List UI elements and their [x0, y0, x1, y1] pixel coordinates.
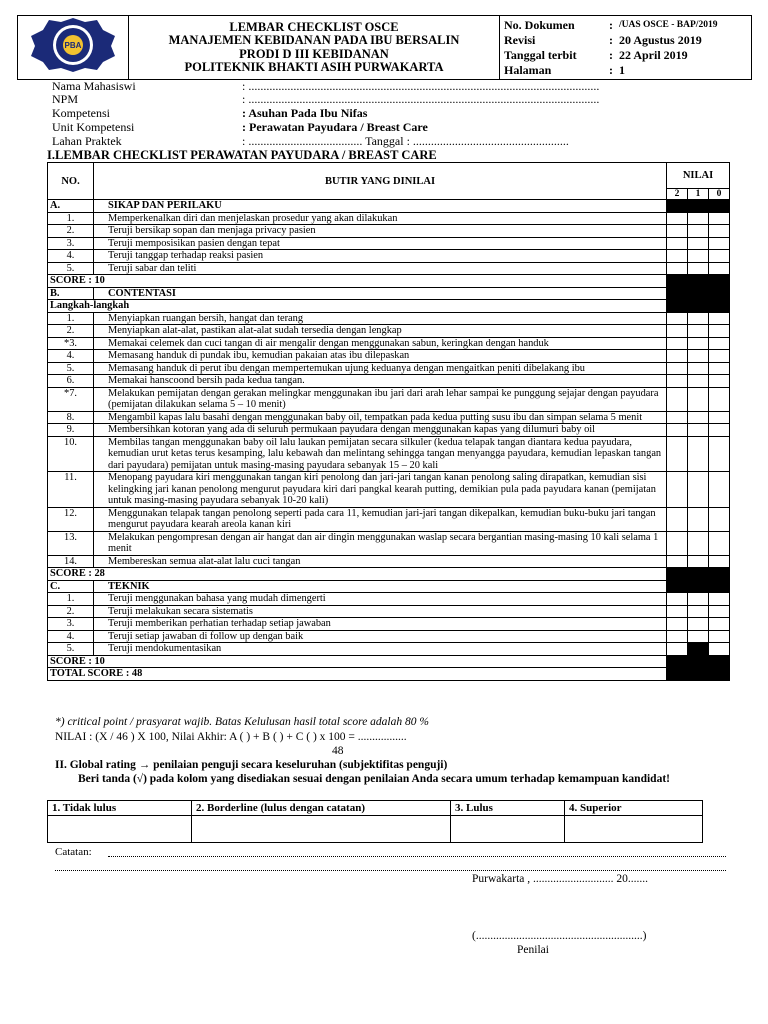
score-checkbox[interactable]	[688, 555, 709, 568]
score-checkbox[interactable]	[667, 424, 688, 437]
notes-line-2[interactable]	[55, 870, 726, 871]
score-checkbox[interactable]	[709, 424, 730, 437]
score-blocked-cell	[667, 580, 688, 593]
score-blocked-cell	[688, 275, 709, 288]
item-text: Teruji melakukan secara sistematis	[94, 605, 667, 618]
section-title: TEKNIK	[94, 580, 667, 593]
score-checkbox[interactable]	[667, 630, 688, 643]
col-item-header: BUTIR YANG DINILAI	[94, 163, 667, 200]
title-line-4: POLITEKNIK BHAKTI ASIH PURWAKARTA	[184, 60, 444, 74]
critical-point-note: *) critical point / prasyarat wajib. Batas Kelulusan hasil total score adalah 80 %	[55, 716, 429, 728]
section-title: CONTENTASI	[94, 287, 667, 300]
score-1-header: 1	[688, 189, 709, 200]
score-checkbox[interactable]	[667, 250, 688, 263]
table-row	[48, 225, 730, 238]
score-blocked-cell	[709, 568, 730, 581]
score-blocked-cell	[709, 200, 730, 213]
score-checkbox[interactable]	[667, 618, 688, 631]
item-no: 2.	[48, 605, 94, 618]
place-date[interactable]: Purwakarta , ............................ 20.......	[472, 873, 648, 885]
col-nilai-header: NILAI	[667, 163, 730, 189]
score-checkbox[interactable]	[688, 237, 709, 250]
notes-line-1[interactable]	[108, 856, 726, 857]
table-row	[48, 507, 730, 531]
item-text: Menggunakan telapak tangan penolong seperti pada cara 11, kemudian jari-jari tangan dikepalkan, kemudian buku-buku jari tangan mengurut payudara kearah areola kanan kiri	[94, 507, 667, 531]
score-checkbox[interactable]	[667, 472, 688, 508]
score-blocked-cell	[667, 568, 688, 581]
score-checkbox[interactable]	[709, 507, 730, 531]
steps-label-row-label: Langkah-langkah	[48, 300, 667, 313]
item-no: 2.	[48, 225, 94, 238]
score-checkbox[interactable]	[688, 337, 709, 350]
item-no: 5.	[48, 362, 94, 375]
score-checkbox[interactable]	[688, 325, 709, 338]
item-no: 9.	[48, 424, 94, 437]
table-row	[48, 436, 730, 472]
student-name-row[interactable]: Nama Mahasiswi : .....................................................................................................................	[52, 79, 600, 93]
item-no: *3.	[48, 337, 94, 350]
score-checkbox[interactable]	[709, 605, 730, 618]
score-c-row	[48, 655, 730, 668]
item-no: 5.	[48, 643, 94, 656]
formula-denominator: 48	[332, 745, 344, 757]
rating-option-borderline: 2. Borderline (lulus dengan catatan)	[192, 801, 451, 816]
document-meta	[500, 16, 752, 80]
rating-check-fail[interactable]	[48, 816, 192, 843]
npm-row[interactable]: NPM : .....................................................................................................................	[52, 92, 600, 106]
score-blocked-cell	[709, 580, 730, 593]
logo-cell	[18, 16, 129, 80]
score-checkbox[interactable]	[667, 507, 688, 531]
score-b-row-label: SCORE : 28	[48, 568, 667, 581]
item-text: Memasang handuk di perut ibu dengan mempertemukan ujung keduanya dengan mengaitkan peniti dibelakang ibu	[94, 362, 667, 375]
item-no: 3.	[48, 618, 94, 631]
item-text: Melakukan pemijatan dengan gerakan melingkar menggunakan ibu jari dari arah lehar sampai ke punggung sejajar dengan payudara (pemijatan dilakukan selama 5 – 10 menit)	[94, 387, 667, 411]
score-checkbox[interactable]	[688, 375, 709, 388]
score-checkbox[interactable]	[667, 362, 688, 375]
score-checkbox[interactable]	[667, 555, 688, 568]
col-no-header: NO.	[48, 163, 94, 200]
item-no: 13.	[48, 531, 94, 555]
score-a-row	[48, 275, 730, 288]
score-checkbox[interactable]	[667, 262, 688, 275]
score-checkbox[interactable]	[709, 237, 730, 250]
score-blocked-cell	[688, 287, 709, 300]
score-checkbox[interactable]	[709, 312, 730, 325]
item-no: 14.	[48, 555, 94, 568]
item-no: 4.	[48, 250, 94, 263]
score-checkbox[interactable]	[688, 350, 709, 363]
rating-option-superior: 4. Superior	[565, 801, 703, 816]
score-checkbox[interactable]	[709, 325, 730, 338]
section-no: A.	[48, 200, 94, 213]
score-checkbox[interactable]	[688, 531, 709, 555]
score-checkbox[interactable]	[667, 375, 688, 388]
score-checkbox[interactable]	[688, 212, 709, 225]
checklist-table	[47, 162, 730, 681]
score-checkbox[interactable]	[688, 225, 709, 238]
score-checkbox[interactable]	[688, 262, 709, 275]
score-checkbox[interactable]	[667, 225, 688, 238]
score-checkbox[interactable]	[688, 387, 709, 411]
item-text: Menyiapkan alat-alat, pastikan alat-alat sudah tersedia dengan lengkap	[94, 325, 667, 338]
score-a-row-label: SCORE : 10	[48, 275, 667, 288]
score-checkbox[interactable]	[709, 350, 730, 363]
item-text: Teruji tanggap terhadap reaksi pasien	[94, 250, 667, 263]
svg-text:PBA: PBA	[64, 41, 82, 50]
item-text: Teruji mendokumentasikan	[94, 643, 667, 656]
global-rating-table	[47, 800, 703, 843]
score-checkbox[interactable]	[709, 593, 730, 606]
competency-row: Kompetensi : Asuhan Pada Ibu Nifas	[52, 106, 368, 120]
score-checkbox[interactable]	[688, 411, 709, 424]
item-text: Mengambil kapas lalu basahi dengan menggunakan baby oil, tempatkan pada kedua putting susu ibu dan simpan selama 5 menit	[94, 411, 667, 424]
score-checkbox[interactable]	[688, 436, 709, 472]
score-blocked-cell	[667, 655, 688, 668]
score-checkbox[interactable]	[667, 643, 688, 656]
table-row	[48, 424, 730, 437]
score-checkbox[interactable]	[667, 605, 688, 618]
title-line-1: LEMBAR CHECKLIST OSCE	[229, 19, 399, 34]
score-checkbox[interactable]	[709, 472, 730, 508]
item-no: 1.	[48, 312, 94, 325]
score-checkbox[interactable]	[667, 312, 688, 325]
score-blocked-cell	[667, 200, 688, 213]
score-checkbox[interactable]	[709, 375, 730, 388]
table-row	[48, 605, 730, 618]
score-checkbox[interactable]	[709, 387, 730, 411]
unit-competency-row: Unit Kompetensi : Perawatan Payudara / Breast Care	[52, 120, 428, 134]
score-checkbox[interactable]	[688, 472, 709, 508]
score-blocked-cell	[709, 300, 730, 313]
score-blocked-cell	[667, 275, 688, 288]
section-2-instruction: Beri tanda (√) pada kolom yang disediakan sesuai dengan penilaian Anda secara umum terhadap kemampuan kandidat!	[78, 773, 670, 785]
section-2-title: II. Global rating → penilaian penguji secara keseluruhan (subjektifitas penguji)	[55, 759, 448, 771]
score-checkbox[interactable]	[667, 531, 688, 555]
signature-line[interactable]: (..........................................................)	[472, 930, 647, 942]
item-no: 4.	[48, 350, 94, 363]
rating-check-pass[interactable]	[451, 816, 565, 843]
item-no: 1.	[48, 593, 94, 606]
score-blocked-cell	[709, 655, 730, 668]
item-text: Melakukan pengompresan dengan air hangat dan air dingin menggunakan waslap secara bergantian masing-masing 10 kali selama 1 menit	[94, 531, 667, 555]
item-text: Menopang payudara kiri menggunakan tangan kiri penolong dan jari-jari tangan kanan penolong saling dirapatkan, kemudian sisi kelingking jari kanan penolong mengurut payudara kiri dari pangkal kearah putting, demikian pula pada payudara kanan (pemijatan untuk masing-masing payudara sebanyak 10-20 kali)	[94, 472, 667, 508]
score-formula: NILAI : (X / 46 ) X 100, Nilai Akhir: A ( ) + B ( ) + C ( ) x 100 = .................	[55, 731, 407, 743]
rating-option-fail: 1. Tidak lulus	[48, 801, 192, 816]
table-row	[48, 350, 730, 363]
section-no: B.	[48, 287, 94, 300]
item-no: 2.	[48, 325, 94, 338]
notes-label: Catatan:	[55, 846, 92, 858]
signer-label: Penilai	[517, 944, 549, 956]
document-title	[129, 16, 500, 80]
score-checkbox[interactable]	[709, 531, 730, 555]
score-checkbox[interactable]	[709, 436, 730, 472]
item-no: 1.	[48, 212, 94, 225]
item-no: 4.	[48, 630, 94, 643]
table-row	[48, 212, 730, 225]
score-checkbox[interactable]	[688, 630, 709, 643]
score-checkbox[interactable]	[709, 643, 730, 656]
item-text: Memasang handuk di pundak ibu, kemudian pakaian atas ibu dilepaskan	[94, 350, 667, 363]
meta-issue-date: Tanggal terbit : 22 April 2019	[504, 47, 688, 62]
item-text: Memakai celemek dan cuci tangan di air mengalir dengan menggunakan sabun, keringkan dengan handuk	[94, 337, 667, 350]
score-checkbox[interactable]	[709, 262, 730, 275]
score-checkbox[interactable]	[688, 424, 709, 437]
score-checkbox[interactable]	[709, 630, 730, 643]
score-checkbox[interactable]	[688, 605, 709, 618]
item-text: Membersihkan kotoran yang ada di seluruh permukaan payudara dengan menggunakan kapas yang dilumuri baby oil	[94, 424, 667, 437]
score-checkbox[interactable]	[709, 618, 730, 631]
rating-check-superior[interactable]	[565, 816, 703, 843]
item-no: *7.	[48, 387, 94, 411]
table-row	[48, 362, 730, 375]
item-no: 10.	[48, 436, 94, 472]
total-score-row-label: TOTAL SCORE : 48	[48, 668, 667, 681]
table-row	[48, 312, 730, 325]
table-row	[48, 237, 730, 250]
table-row	[48, 618, 730, 631]
title-line-2: MANAJEMEN KEBIDANAN PADA IBU BERSALIN	[168, 33, 460, 47]
score-checkbox[interactable]	[709, 250, 730, 263]
table-row	[48, 643, 730, 656]
score-blocked-cell	[688, 643, 709, 656]
item-text: Membereskan semua alat-alat lalu cuci tangan	[94, 555, 667, 568]
table-row	[48, 325, 730, 338]
table-row	[48, 531, 730, 555]
score-checkbox[interactable]	[688, 618, 709, 631]
score-checkbox[interactable]	[667, 436, 688, 472]
score-checkbox[interactable]	[709, 362, 730, 375]
score-blocked-cell	[709, 287, 730, 300]
score-checkbox[interactable]	[667, 593, 688, 606]
score-checkbox[interactable]	[709, 225, 730, 238]
table-row	[48, 375, 730, 388]
item-text: Teruji memposisikan pasien dengan tepat	[94, 237, 667, 250]
rating-option-pass: 3. Lulus	[451, 801, 565, 816]
table-row	[48, 472, 730, 508]
section-row	[48, 580, 730, 593]
score-blocked-cell	[667, 287, 688, 300]
practice-site-row[interactable]: Lahan Praktek : ...................................... Tanggal : ....................................................	[52, 134, 569, 148]
table-row	[48, 250, 730, 263]
steps-label-row	[48, 300, 730, 313]
score-checkbox[interactable]	[667, 337, 688, 350]
item-no: 6.	[48, 375, 94, 388]
score-checkbox[interactable]	[667, 237, 688, 250]
section-1-title: I.LEMBAR CHECKLIST PERAWATAN PAYUDARA / BREAST CARE	[47, 148, 437, 162]
score-checkbox[interactable]	[688, 250, 709, 263]
table-row	[48, 262, 730, 275]
score-blocked-cell	[709, 275, 730, 288]
score-2-header: 2	[667, 189, 688, 200]
institution-logo	[27, 16, 119, 74]
score-blocked-cell	[688, 300, 709, 313]
section-row	[48, 287, 730, 300]
total-score-row	[48, 668, 730, 681]
item-text: Memakai hanscoond bersih pada kedua tangan.	[94, 375, 667, 388]
section-no: C.	[48, 580, 94, 593]
item-text: Teruji memberikan perhatian terhadap setiap jawaban	[94, 618, 667, 631]
score-blocked-cell	[709, 668, 730, 681]
table-row	[48, 387, 730, 411]
score-b-row	[48, 568, 730, 581]
score-blocked-cell	[688, 200, 709, 213]
item-no: 3.	[48, 237, 94, 250]
item-text: Teruji bersikap sopan dan menjaga privacy pasien	[94, 225, 667, 238]
item-text: Teruji menggunakan bahasa yang mudah dimengerti	[94, 593, 667, 606]
table-row	[48, 593, 730, 606]
item-no: 11.	[48, 472, 94, 508]
score-checkbox[interactable]	[709, 337, 730, 350]
score-checkbox[interactable]	[667, 212, 688, 225]
score-checkbox[interactable]	[709, 411, 730, 424]
score-blocked-cell	[667, 300, 688, 313]
score-checkbox[interactable]	[688, 507, 709, 531]
table-row	[48, 630, 730, 643]
item-no: 8.	[48, 411, 94, 424]
table-row	[48, 411, 730, 424]
score-checkbox[interactable]	[667, 387, 688, 411]
item-no: 5.	[48, 262, 94, 275]
item-text: Memperkenalkan diri dan menjelaskan prosedur yang akan dilakukan	[94, 212, 667, 225]
item-text: Menyiapkan ruangan bersih, hangat dan terang	[94, 312, 667, 325]
score-checkbox[interactable]	[667, 411, 688, 424]
score-checkbox[interactable]	[667, 325, 688, 338]
meta-doc-no: No. Dokumen : /UAS OSCE - BAP/2019	[504, 17, 718, 32]
score-checkbox[interactable]	[688, 593, 709, 606]
score-blocked-cell	[688, 580, 709, 593]
document-header	[17, 15, 752, 80]
title-line-3: PRODI D III KEBIDANAN	[239, 46, 389, 61]
item-no: 12.	[48, 507, 94, 531]
section-row	[48, 200, 730, 213]
score-blocked-cell	[688, 568, 709, 581]
section-title: SIKAP DAN PERILAKU	[94, 200, 667, 213]
table-row	[48, 337, 730, 350]
item-text: Membilas tangan menggunakan baby oil lalu laukan pemijatan secara silkuler (kedua telapak tangan diantara kedua payudara, kemudian urut ketas terus kesamping, lalu kebawah dan melintang sehingga tangan menyangga payudara, kemudian lepaskan tangan dari payudara) pemijatan untuk masing-masing payudara sebanyak 15 – 20 kali	[94, 436, 667, 472]
score-0-header: 0	[709, 189, 730, 200]
score-blocked-cell	[688, 668, 709, 681]
score-blocked-cell	[688, 655, 709, 668]
score-checkbox[interactable]	[709, 212, 730, 225]
rating-check-borderline[interactable]	[192, 816, 451, 843]
score-c-row-label: SCORE : 10	[48, 655, 667, 668]
item-text: Teruji sabar dan teliti	[94, 262, 667, 275]
score-blocked-cell	[667, 668, 688, 681]
score-checkbox[interactable]	[667, 350, 688, 363]
score-checkbox[interactable]	[688, 362, 709, 375]
item-text: Teruji setiap jawaban di follow up dengan baik	[94, 630, 667, 643]
meta-revision: Revisi : 20 Agustus 2019	[504, 32, 702, 47]
score-checkbox[interactable]	[709, 555, 730, 568]
table-row	[48, 555, 730, 568]
score-checkbox[interactable]	[688, 312, 709, 325]
meta-page: Halaman : 1	[504, 62, 625, 77]
